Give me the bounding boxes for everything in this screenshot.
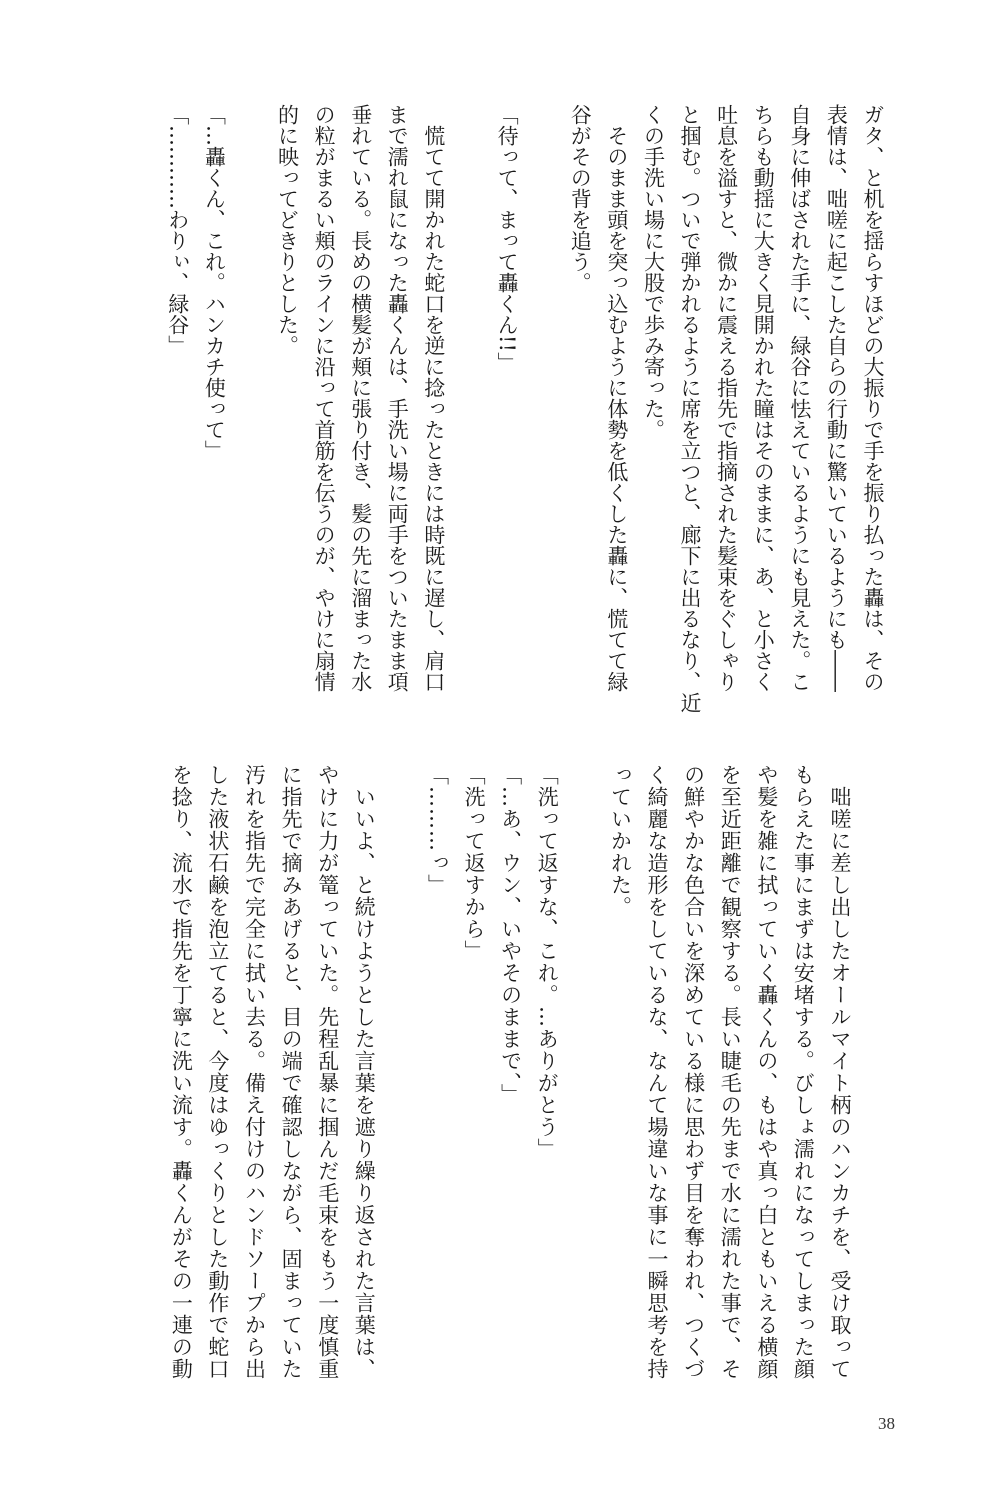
text-line bbox=[565, 764, 602, 1394]
text-line: 慌てて開かれた蛇口を逆に捻ったときには時既に遅し、肩口 bbox=[421, 104, 446, 692]
text-line: 「…………わりぃ、緑谷」 bbox=[165, 104, 190, 356]
text-line: そのまま頭を突っ込むように体勢を低くした轟に、慌てて緑 bbox=[604, 104, 629, 692]
text-block-top bbox=[159, 104, 891, 713]
text-line: 「待って、まって轟くん!!」 bbox=[495, 104, 520, 373]
text-line: 吐息を溢すと、微かに震える指先で指摘された髪束をぐしゃり bbox=[714, 104, 739, 692]
text-line: を至近距離で観察する。長い睫毛の先まで水に濡れた事で、そ bbox=[718, 764, 743, 1380]
text-line: の粒がまるい頬のラインに沿って首筋を伝うのが、やけに扇情 bbox=[312, 104, 337, 692]
text-line: 谷がその背を追う。 bbox=[568, 104, 593, 293]
text-line: 垂れている。長めの横髪が頬に張り付き、髪の先に溜まった水 bbox=[348, 104, 373, 692]
text-block-bottom bbox=[163, 764, 858, 1394]
text-line: いいよ、と続けようとした言葉を遮り繰り返された言葉は、 bbox=[352, 764, 377, 1380]
text-line: を捻り、流水で指先を丁寧に洗い流す。轟くんがその一連の動 bbox=[169, 764, 194, 1380]
text-line: く綺麗な造形をしているな、なんて場違いな事に一瞬思考を持 bbox=[645, 764, 670, 1380]
text-line: した液状石鹸を泡立てると、今度はゆっくりとした動作で蛇口 bbox=[205, 764, 230, 1380]
text-line: もらえた事にまずは安堵する。びしょ濡れになってしまった顔 bbox=[791, 764, 816, 1380]
text-line: くの手洗い場に大股で歩み寄った。 bbox=[641, 104, 666, 440]
text-line: っていかれた。 bbox=[608, 764, 633, 918]
text-line: ちらも動揺に大きく見開かれた瞳はそのままに、あ、と小さく bbox=[751, 104, 776, 692]
page-number: 38 bbox=[878, 1414, 895, 1433]
text-line bbox=[382, 764, 419, 1394]
text-line: 的に映ってどきりとした。 bbox=[275, 104, 300, 356]
text-line: 「…あ、ウン、いやそのままで、」 bbox=[498, 764, 523, 1106]
text-line: や髪を雑に拭っていく轟くんの、もはや真っ白ともいえる横顔 bbox=[754, 764, 779, 1380]
text-line bbox=[525, 104, 562, 704]
text-line: 「洗って返すな、これ。…ありがとう」 bbox=[535, 764, 560, 1160]
text-line: 「………っ」 bbox=[425, 764, 450, 896]
text-line: 表情は、咄嗟に起こした自らの行動に驚いているようにも―― bbox=[824, 104, 849, 692]
text-line: 咄嗟に差し出したオールマイト柄のハンカチを、受け取って bbox=[828, 764, 852, 1380]
text-line: 自身に伸ばされた手に、緑谷に怯えているようにも見えた。こ bbox=[787, 104, 812, 692]
text-line bbox=[232, 104, 269, 704]
text-line: の鮮やかな色合いを深めている様に思わず目を奪われ、つくづ bbox=[681, 764, 706, 1380]
text-line: まで濡れ鼠になった轟くんは、手洗い場に両手をついたまま項 bbox=[385, 104, 410, 692]
text-line: ガタ、と机を揺らすほどの大振りで手を振り払った轟は、その bbox=[861, 104, 885, 692]
text-line: に指先で摘みあげると、目の端で確認しながら、固まっていた bbox=[279, 764, 304, 1380]
text-line: 「洗って返すから」 bbox=[462, 764, 487, 962]
text-line: やけに力が篭っていた。先程乱暴に掴んだ毛束をもう一度慎重 bbox=[315, 764, 340, 1380]
text-line: と掴む。ついで弾かれるように席を立つと、廊下に出るなり、近 bbox=[678, 104, 703, 713]
text-line: 汚れを指先で完全に拭い去る。備え付けのハンドソープから出 bbox=[242, 764, 267, 1380]
text-line: 「…轟くん、これ。ハンカチ使って」 bbox=[202, 104, 227, 461]
text-line bbox=[452, 104, 489, 704]
